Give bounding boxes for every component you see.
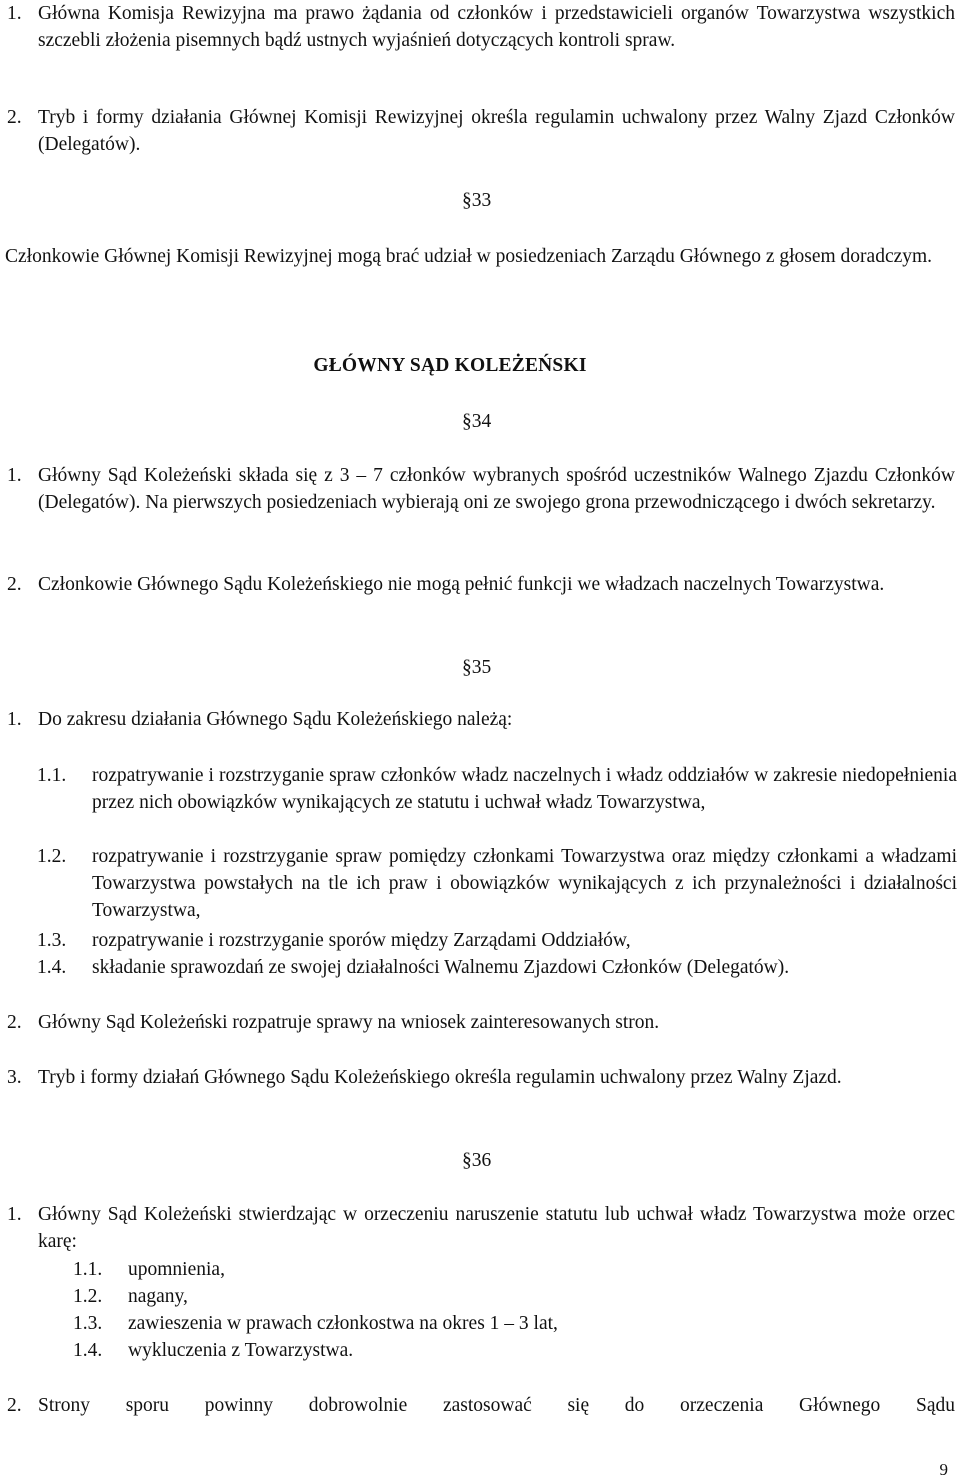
sub-list-item [0,1310,960,1337]
sub-list-item [0,1256,960,1283]
sub-item-number: 1.4. [37,957,67,978]
sub-list-item [0,954,960,981]
list-item [0,1064,960,1091]
item-text: Tryb i formy działań Głównego Sądu Koleżeńskiego określa regulamin uchwalony przez Walny Zjazd. [38,1067,842,1088]
sub-item-text: rozpatrywanie i rozstrzyganie spraw pomiędzy członkami Towarzystwa oraz między członkami a władzami Towarzystwa powstałych na tle ich praw i obowiązków wynikających z ich przynależności i działalności Towarzystwa, [92,846,957,921]
item-number: 2. [7,1012,22,1033]
item-text: Tryb i formy działania Głównej Komisji Rewizyjnej określa regulamin uchwalony przez Walny Zjazd Członków (Delegatów). [38,107,955,155]
list-item [0,1009,960,1036]
sub-item-number: 1.2. [73,1286,103,1307]
section-mark-34: §34 [462,411,492,432]
sub-item-number: 1.1. [73,1259,103,1280]
sub-list-item [0,1337,960,1364]
paragraph [0,243,960,270]
item-text: Członkowie Głównego Sądu Koleżeńskiego nie mogą pełnić funkcji we władzach naczelnych Towarzystwa. [38,574,885,595]
section-mark-35: §35 [462,657,492,678]
list-item [0,706,960,733]
list-item [0,1392,960,1419]
item-text: Główny Sąd Koleżeński stwierdzając w orzeczeniu naruszenie statutu lub uchwał władz Towarzystwa może orzec karę: [38,1204,955,1252]
sub-item-text: składanie sprawozdań ze swojej działalności Walnemu Zjazdowi Członków (Delegatów). [92,957,790,978]
sub-item-number: 1.3. [73,1313,103,1334]
list-item [0,104,960,158]
list-item [0,462,960,516]
item-number: 2. [7,107,22,128]
sub-item-text: rozpatrywanie i rozstrzyganie sporów między Zarządami Oddziałów, [92,930,631,951]
item-number: 1. [7,1204,22,1225]
item-text: Główny Sąd Koleżeński rozpatruje sprawy na wniosek zainteresowanych stron. [38,1012,660,1033]
sub-list-item [0,843,960,924]
list-item [0,1201,960,1255]
sub-item-number: 1.1. [37,765,67,786]
item-text: Główna Komisja Rewizyjna ma prawo żądania od członków i przedstawicieli organów Towarzystwa wszystkich szczebli złożenia pisemnych bądź ustnych wyjaśnień dotyczących kontroli spraw. [38,3,955,51]
item-number: 1. [7,3,22,24]
item-number: 2. [7,1395,22,1416]
sub-list-item [0,1283,960,1310]
page-number: 9 [939,1460,948,1479]
item-number: 2. [7,574,22,595]
item-number: 1. [7,709,22,730]
sub-list-item [0,762,960,816]
list-item [0,0,960,54]
sub-item-text: upomnienia, [128,1259,225,1280]
list-item [0,571,960,598]
sub-item-number: 1.2. [37,846,67,867]
section-mark-36: §36 [462,1150,492,1171]
sub-item-text: rozpatrywanie i rozstrzyganie spraw członków władz naczelnych i władz oddziałów w zakresie niedopełnienia przez nich obowiązków wynikających ze statutu i uchwał władz Towarzystwa, [92,765,957,813]
item-number: 3. [7,1067,22,1088]
paragraph-text: Członkowie Głównej Komisji Rewizyjnej mogą brać udział w posiedzeniach Zarządu Głównego z głosem doradczym. [5,246,933,267]
sub-item-number: 1.4. [73,1340,103,1361]
sub-item-text: wykluczenia z Towarzystwa. [128,1340,354,1361]
sub-item-number: 1.3. [37,930,67,951]
item-number: 1. [7,465,22,486]
section-heading: GŁÓWNY SĄD KOLEŻEŃSKI [313,355,587,376]
sub-list-item [0,927,960,954]
item-text: Główny Sąd Koleżeński składa się z 3 – 7 członków wybranych spośród uczestników Walnego Zjazdu Członków (Delegatów). Na pierwszych posiedzeniach wybierają oni ze swojego grona przewodniczącego i dwóch sekretarzy. [38,465,955,513]
sub-item-text: zawieszenia w prawach członkostwa na okres 1 – 3 lat, [128,1313,558,1334]
sub-item-text: nagany, [128,1286,188,1307]
item-text: Strony sporu powinny dobrowolnie zastosować się do orzeczenia Głównego Sądu [38,1395,955,1416]
section-mark-33: §33 [462,190,492,211]
item-text: Do zakresu działania Głównego Sądu Koleżeńskiego należą: [38,709,513,730]
